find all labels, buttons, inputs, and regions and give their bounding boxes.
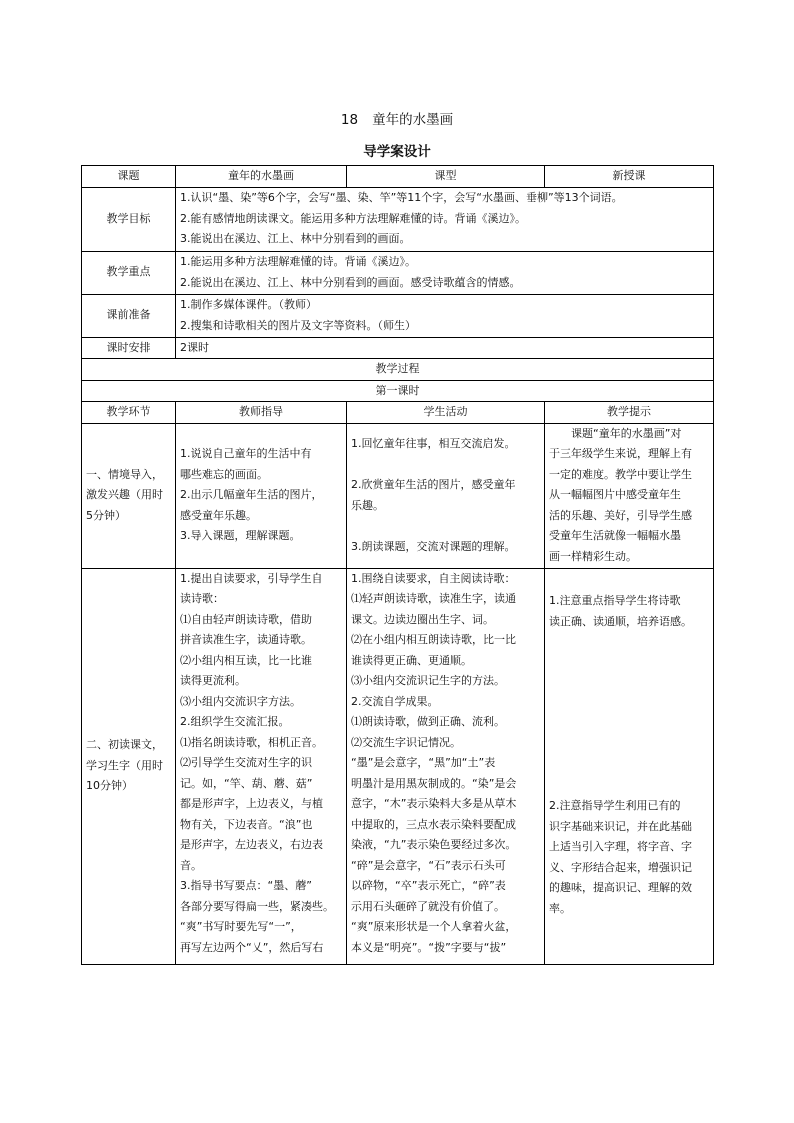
teacher-line: 物有关，下边表音。“浪”也 xyxy=(180,817,313,831)
type-label: 课型 xyxy=(347,166,545,188)
student-line: 染液，“九”表示染色要经过多次。 xyxy=(351,838,517,851)
prep-line: 2.搜集和诗歌相关的图片及文字等资料。（师生） xyxy=(180,318,416,332)
teacher-line: ⑶小组内交流识字方法。 xyxy=(180,694,301,708)
student-line: ⑵在小组内相互朗读诗歌，比一比 xyxy=(351,633,516,646)
goals-cell xyxy=(176,187,714,251)
student-activity-reading xyxy=(347,568,545,964)
stage-row-reading xyxy=(82,568,714,964)
student-line: ⑶小组内交流识记生字的方法。 xyxy=(351,674,505,687)
prep-row xyxy=(82,294,714,337)
hint-line: 读正确、读通顺，培养语感。 xyxy=(549,614,692,628)
teacher-line: ⑴自由轻声朗读诗歌，借助 xyxy=(180,612,312,626)
teacher-line: 读得更流利。 xyxy=(180,674,246,687)
teacher-line: 读诗歌： xyxy=(180,592,224,605)
teacher-line: ⑴指名朗读诗歌，相机正音。 xyxy=(180,735,323,749)
key-line: 2.能说出在溪边、江上、林中分别看到的画面。感受诗歌蕴含的情感。 xyxy=(180,275,521,289)
stage-row-intro xyxy=(82,423,714,568)
time-value: 2课时 xyxy=(176,337,714,359)
student-line: 3.朗读课题，交流对课题的理解。 xyxy=(351,539,516,553)
stage-line: 5分钟） xyxy=(86,508,126,522)
teacher-guidance-reading xyxy=(176,568,347,964)
student-line: ⑴轻声朗读诗歌，读准生字，读通 xyxy=(351,592,516,605)
student-line: 本义是“明亮”。“拨”字要与“拔” xyxy=(351,940,507,954)
time-row xyxy=(82,337,714,359)
spacer xyxy=(351,516,540,537)
student-line: 1.回忆童年往事，相互交流启发。 xyxy=(351,437,516,450)
student-line: 明墨汁是用黑灰制成的。“染”是会 xyxy=(351,776,517,790)
teacher-line: 3.指导书写要点：“墨、蘑” xyxy=(180,879,312,892)
topic-value: 童年的水墨画 xyxy=(176,166,347,188)
hint-line: 一定的难度。教学中要让学生 xyxy=(549,467,692,481)
teacher-line: 2.出示几幅童年生活的图片， xyxy=(180,488,323,502)
key-cell xyxy=(176,251,714,294)
teaching-hint-reading xyxy=(545,568,714,964)
student-line: 以碎物，“卒”表示死亡，“碎”表 xyxy=(351,879,506,892)
stage-line: 一、情境导入， xyxy=(86,467,163,481)
goals-label: 教学目标 xyxy=(82,187,176,251)
teacher-line: 都是形声字，上边表义，与植 xyxy=(180,797,323,810)
hint-line: 率。 xyxy=(549,901,571,915)
process-title: 教学过程 xyxy=(82,359,714,381)
topic-label: 课题 xyxy=(82,166,176,188)
stage-intro-label xyxy=(82,423,176,568)
goal-line: 2.能有感情地朗读课文。能运用多种方法理解难懂的诗。背诵《溪边》。 xyxy=(180,211,526,225)
teacher-line: 是形声字，左边表义，右边表 xyxy=(180,838,323,851)
student-line: 中提取的，三点水表示染料要配成 xyxy=(351,817,516,831)
teacher-line: ⑵引导学生交流对生字的识 xyxy=(180,756,312,769)
teacher-line: 记。如，“竿、葫、蘑、菇” xyxy=(180,776,313,790)
student-line: “墨”是会意字，“黑”加“土”表 xyxy=(351,756,496,769)
goals-row xyxy=(82,187,714,251)
hint-line: 的趣味，提高识记、理解的效 xyxy=(549,881,692,894)
student-activity-intro xyxy=(347,423,545,568)
student-line: 意字，“木”表示染料大多是从草木 xyxy=(351,797,517,810)
teacher-guidance-intro xyxy=(176,423,347,568)
student-line: “爽”原来形状是一个人拿着火盆， xyxy=(351,920,517,933)
hint-line: 于三年级学生来说，理解上有 xyxy=(549,447,692,461)
hint-line: 上适当引入字理，将字音、字 xyxy=(549,840,692,853)
header-student: 学生活动 xyxy=(347,402,545,424)
lesson-name: 童年的水墨画 xyxy=(372,112,454,128)
column-header-row xyxy=(82,402,714,424)
teacher-line: 1.说说自己童年的生活中有 xyxy=(180,447,312,461)
hint-line: 从一幅幅图片中感受童年生 xyxy=(549,488,681,502)
spacer xyxy=(549,632,709,796)
header-stage: 教学环节 xyxy=(82,402,176,424)
hint-line: 活的乐趣、美好，引导学生感 xyxy=(549,508,692,522)
teacher-line: 拼音读准生字，读通诗歌。 xyxy=(180,633,312,646)
goal-line: 3.能说出在溪边、江上、林中分别看到的画面。 xyxy=(180,232,411,246)
teacher-line: “爽”书写时要先写“一”， xyxy=(180,920,302,933)
stage-line: 10分钟） xyxy=(86,779,133,793)
prep-line: 1.制作多媒体课件。（教师） xyxy=(180,298,317,311)
period-row xyxy=(82,380,714,402)
stage-line: 学习生字（用时 xyxy=(86,758,163,772)
page-subtitle: 导学案设计 xyxy=(363,144,431,160)
teaching-hint-intro xyxy=(545,423,714,568)
hint-line: 课题“童年的水墨画”对 xyxy=(571,426,682,440)
teacher-line: 音。 xyxy=(180,858,202,872)
teacher-line: 感受童年乐趣。 xyxy=(180,508,257,522)
stage-reading-label xyxy=(82,568,176,964)
spacer xyxy=(351,455,540,476)
teacher-line: 2.组织学生交流汇报。 xyxy=(180,715,290,728)
student-line: 2.欣赏童年生活的图片，感受童年 xyxy=(351,478,516,491)
time-label: 课时安排 xyxy=(82,337,176,359)
header-teacher: 教师指导 xyxy=(176,402,347,424)
lesson-title xyxy=(0,108,794,128)
teacher-line: ⑵小组内相互读，比一比谁 xyxy=(180,653,312,667)
student-line: 谁读得更正确、更通顺。 xyxy=(351,653,472,667)
hint-line: 识字基础来识记，并在此基础 xyxy=(549,819,692,833)
student-line: 课文。边读边圈出生字、词。 xyxy=(351,612,494,626)
student-line: “碎”是会意字，“石”表示石头可 xyxy=(351,858,506,872)
type-value: 新授课 xyxy=(545,166,714,188)
period-title: 第一课时 xyxy=(82,380,714,402)
key-label: 教学重点 xyxy=(82,251,176,294)
teacher-line: 再写左边两个“乂”，然后写右 xyxy=(180,940,324,954)
hint-line: 2.注意指导学生利用已有的 xyxy=(549,799,681,812)
key-line: 1.能运用多种方法理解难懂的诗。背诵《溪边》。 xyxy=(180,255,416,268)
student-line: 乐趣。 xyxy=(351,498,384,512)
hint-line: 受童年生活就像一幅幅水墨 xyxy=(549,529,681,543)
teacher-line: 3.导入课题，理解课题。 xyxy=(180,529,301,543)
student-line: ⑴朗读诗歌，做到正确、流利。 xyxy=(351,715,505,728)
lesson-plan-table xyxy=(81,165,714,965)
header-hint: 教学提示 xyxy=(545,402,714,424)
teacher-line: 哪些难忘的画面。 xyxy=(180,467,268,481)
topic-row xyxy=(82,166,714,188)
prep-label: 课前准备 xyxy=(82,294,176,337)
hint-line: 1.注意重点指导学生将诗歌 xyxy=(549,594,681,607)
hint-line: 义、字形结合起来，增强识记 xyxy=(549,860,692,874)
prep-cell xyxy=(176,294,714,337)
student-line: 示用石头砸碎了就没有价值了。 xyxy=(351,899,505,913)
hint-line: 画一样精彩生动。 xyxy=(549,549,637,563)
stage-line: 激发兴趣（用时 xyxy=(86,488,163,502)
student-line: 1.围绕自读要求，自主阅读诗歌： xyxy=(351,571,516,585)
spacer xyxy=(549,569,709,590)
process-row xyxy=(82,359,714,381)
goal-line: 1.认识“墨、染”等6个字，会写“墨、染、竿”等11个字，会写“水墨画、垂柳”等13个词语。 xyxy=(180,191,623,205)
lesson-number: 18 xyxy=(340,112,359,128)
student-line: 2.交流自学成果。 xyxy=(351,694,439,708)
stage-line: 二、初读课文， xyxy=(86,738,163,752)
teacher-line: 各部分要写得扁一些，紧凑些。 xyxy=(180,899,334,913)
teacher-line: 1.提出自读要求，引导学生自 xyxy=(180,571,323,585)
student-line: ⑵交流生字识记情况。 xyxy=(351,735,461,749)
key-row xyxy=(82,251,714,294)
